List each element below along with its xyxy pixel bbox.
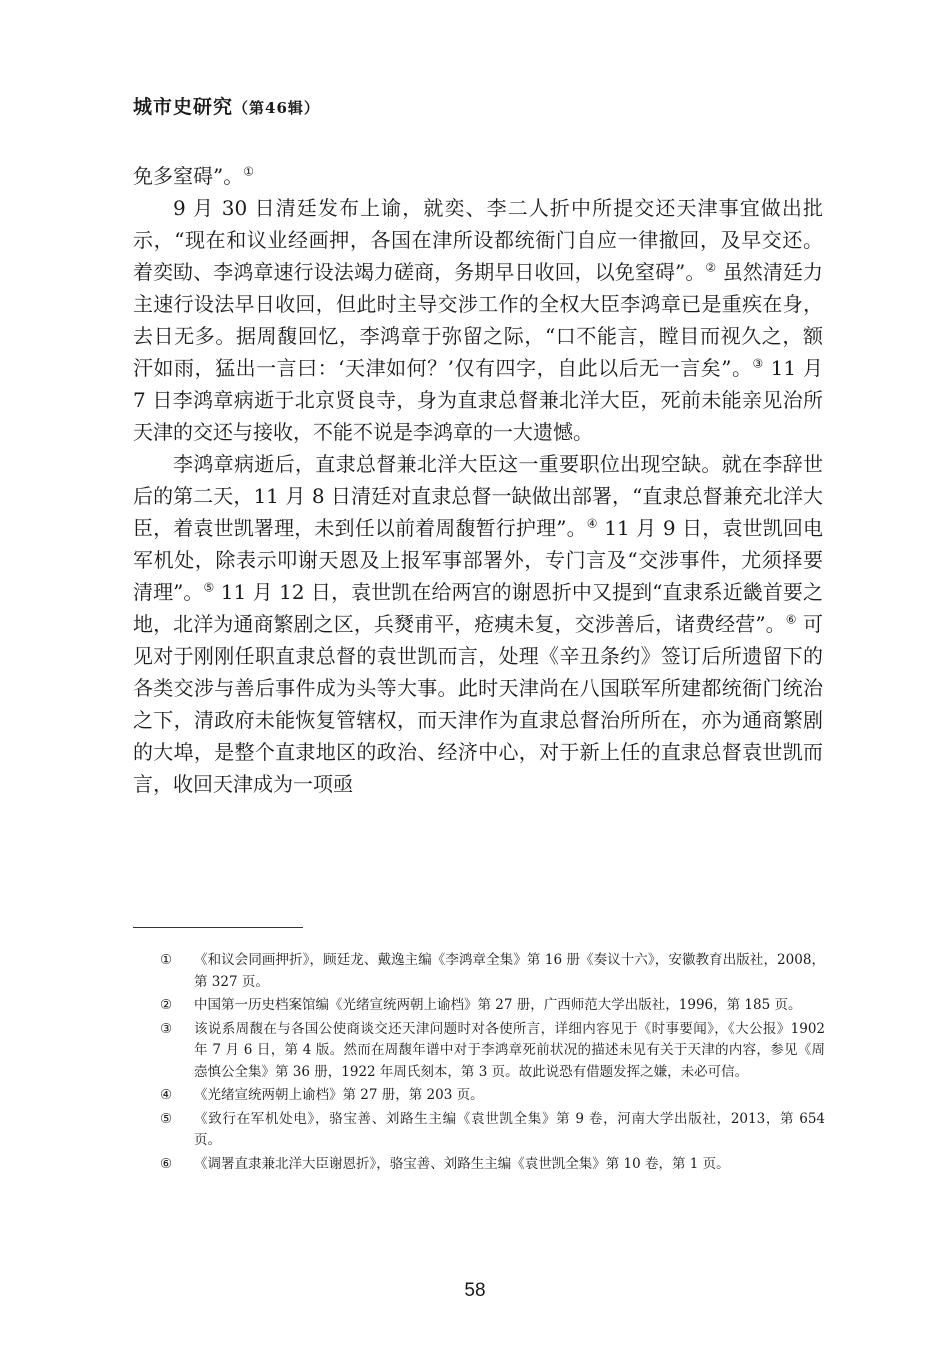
footnote-ref: ④ [586,516,598,531]
footnote-text: 该说系周馥在与各国公使商谈交还天津问题时对各使所言，详细内容见于《时事要闻》，《大公报》1902 年 7 月 6 日，第 4 版。然而在周馥年谱中对于李鸿章死前状况的描述未见有关于天津的内容，参见《周悫慎公全集》第 36 册，1922 年周氏刻本，第 3 页。故此说恐有借题发挥之嫌，未必可信。 [194,1020,825,1080]
page-number: 58 [464,1280,486,1301]
paragraph-text: 虽然清廷力主速行设法早日收回，但此时主导交涉工作的全权大臣李鸿章已是重疾在身，去日无多。据周馥回忆，李鸿章于弥留之际，“口不能言，瞠目而视久之，额汗如雨，猛出一言曰：‘天津如何？’仅有四字，自此以后无一言矣”。 [133,260,824,380]
issue-number: （第46辑） [233,99,320,117]
footnote-text: 《和议会同画押折》，顾廷龙、戴逸主编《李鸿章全集》第 16 册《奏议十六》，安徽教育出版社，2008，第 327 页。 [194,952,825,990]
journal-title: 城市史研究 [133,96,234,118]
footnote-text: 《光绪宣统两朝上谕档》第 27 册，第 203 页。 [194,1087,484,1103]
footnote-number: ⑥ [160,1155,173,1172]
paragraph-text: 11 月 12 日，袁世凯在给两宫的谢恩折中又提到“直隶系近畿首要之地，北洋为通商繁剧之区，兵燹甫平，疮痍未复，交涉善后，诸费经营”。 [133,580,823,636]
paragraph-text: 李鸿章病逝后，直隶总督兼北洋大臣这一重要职位出现空缺。就在李辞世后的第二天，11 月 8 日清廷对直隶总督一缺做出部署，“直隶总督兼充北洋大臣，着袁世凯署理，未到任以前着周馥暂行护理”。 [133,452,823,540]
footnote-ref: ⑤ [203,580,215,595]
paragraph-text: 11 月 7 日李鸿章病逝于北京贤良寺，身为直隶总督兼北洋大臣，死前未能亲见治所天津的交还与接收，不能不说是李鸿章的一大遗憾。 [133,356,823,444]
footnote [160,1109,825,1152]
paragraph-text: 免多窒碍”。 [133,164,244,188]
paragraph-text: 11 月 9 日，袁世凯回电军机处，除表示叩谢天恩及上报军事部署外，专门言及“交涉事件，尤须择要清理”。 [133,516,824,604]
paragraph [133,192,823,448]
paragraph-text: 可见对于刚刚任职直隶总督的袁世凯而言，处理《辛丑条约》签订后所遗留下的各类交涉与善后事件成为头等大事。此时天津尚在八国联军所建都统衙门统治之下，清政府未能恢复管辖权，而天津作为直隶总督治所所在，亦为通商繁剧的大埠，是整个直隶地区的政治、经济中心，对于新上任的直隶总督袁世凯而言，收回天津成为一项亟 [133,612,823,796]
footnote [160,1154,825,1176]
footnote [160,1019,825,1084]
footnote-text: 中国第一历史档案馆编《光绪宣统两朝上谕档》第 27 册，广西师范大学出版社，1996，第 185 页。 [194,997,802,1013]
footnote-ref: ③ [752,356,764,371]
footnote [160,950,825,993]
footnote-text: 《致行在军机处电》，骆宝善、刘路生主编《袁世凯全集》第 9 卷，河南大学出版社，2013，第 654 页。 [194,1110,825,1148]
footnote-ref: ⑥ [785,612,797,627]
footnote-ref: ① [243,164,254,179]
running-header [133,92,320,119]
paragraph-text: 9 月 30 日清廷发布上谕，就奕、李二人折中所提交还天津事宜做出批示，“现在和议业经画押，各国在津所设都统衙门自应一律撤回，及早交还。着奕劻、李鸿章速行设法竭力磋商，务期早日收回，以免窒碍”。 [133,196,823,284]
footnote [160,995,825,1017]
footnote-ref: ② [705,260,717,275]
footnote-number: ⑤ [160,1110,173,1127]
footnote-number: ① [160,952,173,968]
footnote-divider [133,927,303,928]
footnote-number: ④ [160,1087,173,1103]
footnotes [160,950,825,1177]
footnote [160,1085,825,1107]
footnote-text: 《调署直隶兼北洋大臣谢恩折》，骆宝善、刘路生主编《袁世凯全集》第 10 卷，第 1 页。 [194,1155,730,1172]
paragraph [133,160,823,192]
footnote-number: ② [160,997,173,1013]
main-text [133,160,823,800]
paragraph [133,448,823,800]
footnote-number: ③ [160,1020,173,1037]
